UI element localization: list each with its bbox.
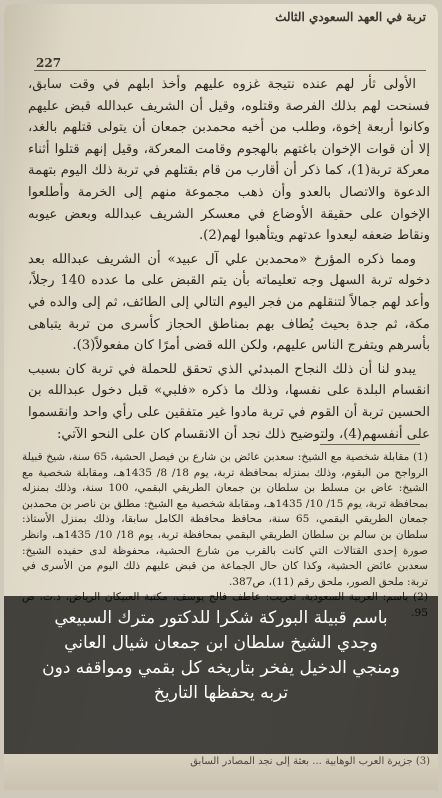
- caption-line: ومنجي الدخيل يفخر بتاريخه كل بقمي ومواقفه دون: [42, 658, 400, 678]
- running-head: تربة في العهد السعودي الثالث: [275, 10, 426, 24]
- caption-line: تربه يحفظها التاريخ: [153, 683, 289, 703]
- body-text: [28, 74, 430, 447]
- bottom-footnote-fragment: (3) جزيرة العرب الوهابية ... بعثة إلى نجد المصادر السابق: [190, 756, 430, 767]
- overlay-caption: [4, 596, 438, 754]
- running-head-area: [30, 10, 426, 24]
- header-rule: [34, 70, 426, 71]
- page-number: 227: [36, 56, 62, 70]
- footnote-rule: [320, 444, 420, 445]
- caption-line: باسم قبيلة البوركة شكرا للدكتور مترك السبيعي: [54, 608, 388, 628]
- body-paragraph: يبدو لنا أن ذلك النجاح المبدئي الذي تحقق للحملة في تربة كان بسبب انقسام البلدة على نفسها، وذلك ما ذكره «فلبي» قبل دخول عبدالله بن الحسين تربة أن القوم في تربة مادوا غير متفقين على رأي واحد وانقسموا على أنفسهم(4)، ولتوضيح ذلك نجد أن الانقسام كان على النحو الآتي:: [28, 361, 430, 442]
- body-paragraph: الأولى ثأر لهم عنده نتيجة غزوه عليهم وأخذ ابلهم في وقت سابق، فسنحت لهم بذلك الفرصة وقتلوه، وقيل أن الشريف عبدالله قبض عليهم وكانوا أربعة إخوة، وطلب من أخيه محمدبن جمعان أن يتولى قتلهم بالغد، إلا أن قوات الإخوان باغتهم بالهجوم وقامت المعركة، وقيل إنهم قتلوا أثناء معركة تربة(1)، كما ذكر أن أقارب من قام بقتلهم في تربة ذلك اليوم بتهمة الدعوة والاتصال بالعدو وأن ذهب مجموعة منهم إلى الخرمة وأطلعوا الإخوان على حقيقة الأوضاع في معسكر الشريف عبدالله وبعض عيوبه ونقاط ضعفه ليعدوا عدتهم ويتأهبوا لهم(2).: [28, 77, 430, 244]
- body-paragraph: ومما ذكره المؤرخ «محمدبن علي آل عبيد» أن الشريف عبدالله بعد دخوله تربة السهل وجه تعليماته بأن يتم القبض على ما عدده 140 رجلاً، وأعد لهم جمالاً لتنقلهم من فجر اليوم التالي إلى الطائف، ثم إلى والده في مكة، ثم جدة بحيث يُطاف بهم بمناطق الحجاز كأسرى من تربة يتباهى بأسرهم ويتفرج الناس عليهم، ولكن الله قضى أمرًا كان مفعولاً(3).: [28, 251, 430, 354]
- footnote: (1) مقابلة شخصية مع الشيخ: سعدبن عائض بن شارع بن فيصل الحشية، 65 سنة، شيخ قبيلة الرواجح من البقوم، وذلك بمنزله بمحافظة تربة، يوم 18/ 8/ 1435هـ، ومقابلة شخصية مع الشيخ: عاض بن مسلط بن سلطان بن جمعان الطريقي البقمي، 100 سنة، وذلك بمنزله بمحافظة تربة، يوم 15/ 10/ 1435هـ، ومقابلة شخصية مع الشيخ: مطلق بن ناصر بن محمدبن جمعان الطريقي البقمي، 65 سنة، محافظ محافظة الكامل سابقا، وذلك بمنزل الأستاذ: سلطان بن سالم بن سلطان الطريقي البقمي بمحافظة تربة، يوم 18/ 10/ 1435هـ، وانظر صورة إحدى القتالات التي كانت بالقرب من شارع الحشية، محفوظة لدى حفيده الشيخ: سعدبن عائض الحشية، وكذا كان حال الجماعة من قبض عليهم ذلك اليوم من الأسرى في تربة: ملحق الصور، ملحق رقم (11)، ص387.: [22, 451, 429, 588]
- caption-line: وجدي الشيخ سلطان ابن جمعان شيال العاني: [64, 633, 378, 653]
